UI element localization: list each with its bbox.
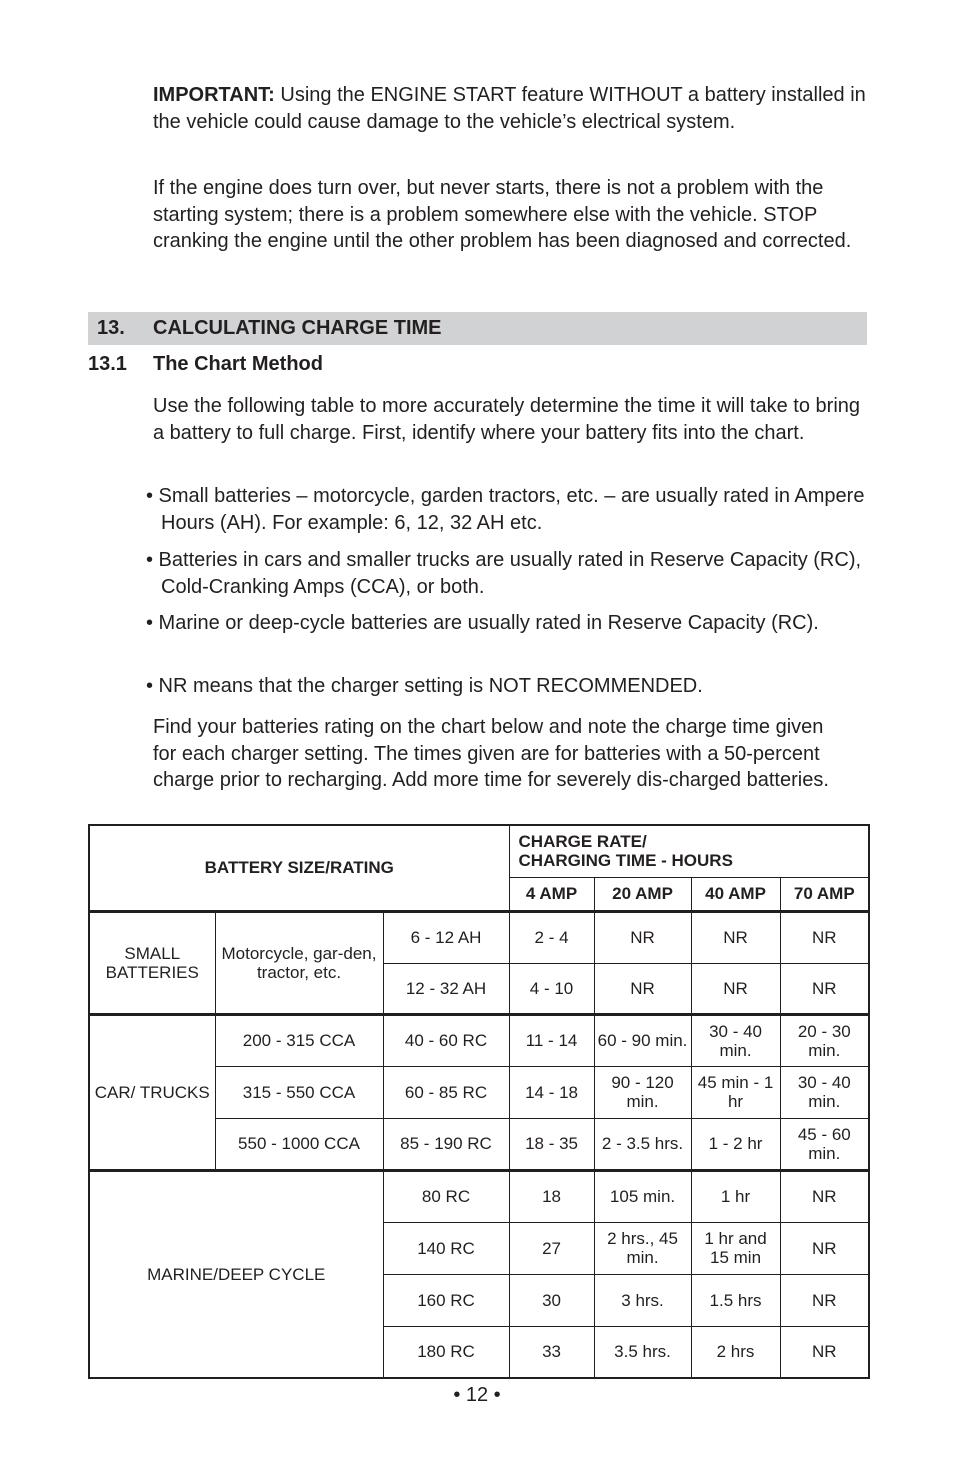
time-cell: NR <box>594 963 691 1014</box>
bullet-item: • Small batteries – motorcycle, garden tractors, etc. – are usually rated in Ampere Hours (AH). For example: 6, 12, 32 AH etc. <box>146 485 865 534</box>
section-heading-bar <box>88 312 867 345</box>
time-cell: 90 - 120 min. <box>594 1066 691 1118</box>
time-cell: 2 - 4 <box>509 911 594 963</box>
amp-header-4: 4 AMP <box>509 877 594 911</box>
group-car-trucks: CAR/ TRUCKS <box>89 1014 215 1170</box>
group-marine-deep-cycle: MARINE/DEEP CYCLE <box>89 1170 383 1378</box>
time-cell: 1 hr <box>691 1170 780 1222</box>
amp-header-70: 70 AMP <box>780 877 869 911</box>
rating-cell: 85 - 190 RC <box>383 1118 509 1170</box>
time-cell: NR <box>691 963 780 1014</box>
time-cell: 45 min - 1 hr <box>691 1066 780 1118</box>
rating-cell: 80 RC <box>383 1170 509 1222</box>
time-cell: 30 - 40 min. <box>691 1014 780 1066</box>
time-cell: 3 hrs. <box>594 1274 691 1326</box>
rating-cell: 40 - 60 RC <box>383 1014 509 1066</box>
time-cell: 45 - 60 min. <box>780 1118 869 1170</box>
engine-paragraph: If the engine does turn over, but never starts, there is not a problem with the starting system; there is a problem somewhere else with the vehicle. STOP cranking the engine until the other problem has been diagnosed and corrected. <box>153 177 852 252</box>
important-text: Using the ENGINE START feature WITHOUT a battery installed in the vehicle could cause damage to the vehicle’s electrical system. <box>153 84 866 133</box>
group-small-batteries: SMALL BATTERIES <box>89 911 215 1014</box>
rating-cell: 12 - 32 AH <box>383 963 509 1014</box>
section-number: 13. <box>97 317 125 339</box>
time-cell: 18 - 35 <box>509 1118 594 1170</box>
page-number: • 12 • <box>453 1384 501 1406</box>
amp-header-20: 20 AMP <box>594 877 691 911</box>
time-cell: 1 hr and 15 min <box>691 1222 780 1274</box>
rating-cell: 60 - 85 RC <box>383 1066 509 1118</box>
time-cell: NR <box>780 1274 869 1326</box>
time-cell: 11 - 14 <box>509 1014 594 1066</box>
time-cell: 105 min. <box>594 1170 691 1222</box>
table-row <box>89 1170 869 1222</box>
time-cell: 1 - 2 hr <box>691 1118 780 1170</box>
time-cell: NR <box>780 1170 869 1222</box>
time-cell: 2 hrs., 45 min. <box>594 1222 691 1274</box>
rating-cell: 160 RC <box>383 1274 509 1326</box>
time-cell: NR <box>780 963 869 1014</box>
cca-cell: 550 - 1000 CCA <box>215 1118 383 1170</box>
time-cell: 14 - 18 <box>509 1066 594 1118</box>
time-cell: 2 - 3.5 hrs. <box>594 1118 691 1170</box>
bullet-item: • Marine or deep-cycle batteries are usually rated in Reserve Capacity (RC). <box>146 612 819 634</box>
cca-cell: 315 - 550 CCA <box>215 1066 383 1118</box>
rating-cell: 140 RC <box>383 1222 509 1274</box>
time-cell: NR <box>780 1222 869 1274</box>
time-cell: NR <box>691 911 780 963</box>
time-cell: 1.5 hrs <box>691 1274 780 1326</box>
bullet-item: • NR means that the charger setting is NOT RECOMMENDED. <box>146 675 703 697</box>
header-charge-rate-line2: CHARGING TIME - HOURS <box>518 851 733 871</box>
time-cell: 4 - 10 <box>509 963 594 1014</box>
rating-cell: 6 - 12 AH <box>383 911 509 963</box>
time-cell: 33 <box>509 1326 594 1378</box>
time-cell: 60 - 90 min. <box>594 1014 691 1066</box>
time-cell: NR <box>780 1326 869 1378</box>
time-cell: 2 hrs <box>691 1326 780 1378</box>
time-cell: 18 <box>509 1170 594 1222</box>
cca-cell: 200 - 315 CCA <box>215 1014 383 1066</box>
find-paragraph: Find your batteries rating on the chart below and note the charge time given for each charger setting. The times given are for batteries with a 50-percent charge prior to recharging. Add more time for severely dis-charged batteries. <box>153 716 829 791</box>
time-cell: 30 - 40 min. <box>780 1066 869 1118</box>
time-cell: NR <box>594 911 691 963</box>
time-cell: 3.5 hrs. <box>594 1326 691 1378</box>
bullet-item: • Batteries in cars and smaller trucks are usually rated in Reserve Capacity (RC), Cold-Cranking Amps (CCA), or both. <box>146 549 862 598</box>
time-cell: 30 <box>509 1274 594 1326</box>
header-charge-rate-line1: CHARGE RATE/ <box>518 832 647 852</box>
small-battery-type: Motorcycle, gar-den, tractor, etc. <box>215 911 383 1014</box>
header-charge-rate <box>509 825 869 877</box>
time-cell: 20 - 30 min. <box>780 1014 869 1066</box>
amp-header-40: 40 AMP <box>691 877 780 911</box>
table-row <box>89 1014 869 1066</box>
charge-time-table <box>88 824 870 1379</box>
time-cell: 27 <box>509 1222 594 1274</box>
time-cell: NR <box>780 911 869 963</box>
intro-paragraph: Use the following table to more accurately determine the time it will take to bring a battery to full charge. First, identify where your battery fits into the chart. <box>153 395 861 444</box>
table-row <box>89 911 869 963</box>
subsection-title: The Chart Method <box>153 353 323 375</box>
subsection-number: 13.1 <box>88 353 127 375</box>
important-label: IMPORTANT: <box>153 84 275 106</box>
rating-cell: 180 RC <box>383 1326 509 1378</box>
section-title: CALCULATING CHARGE TIME <box>153 317 442 339</box>
important-note <box>153 82 868 135</box>
header-battery-size: BATTERY SIZE/RATING <box>89 825 509 911</box>
